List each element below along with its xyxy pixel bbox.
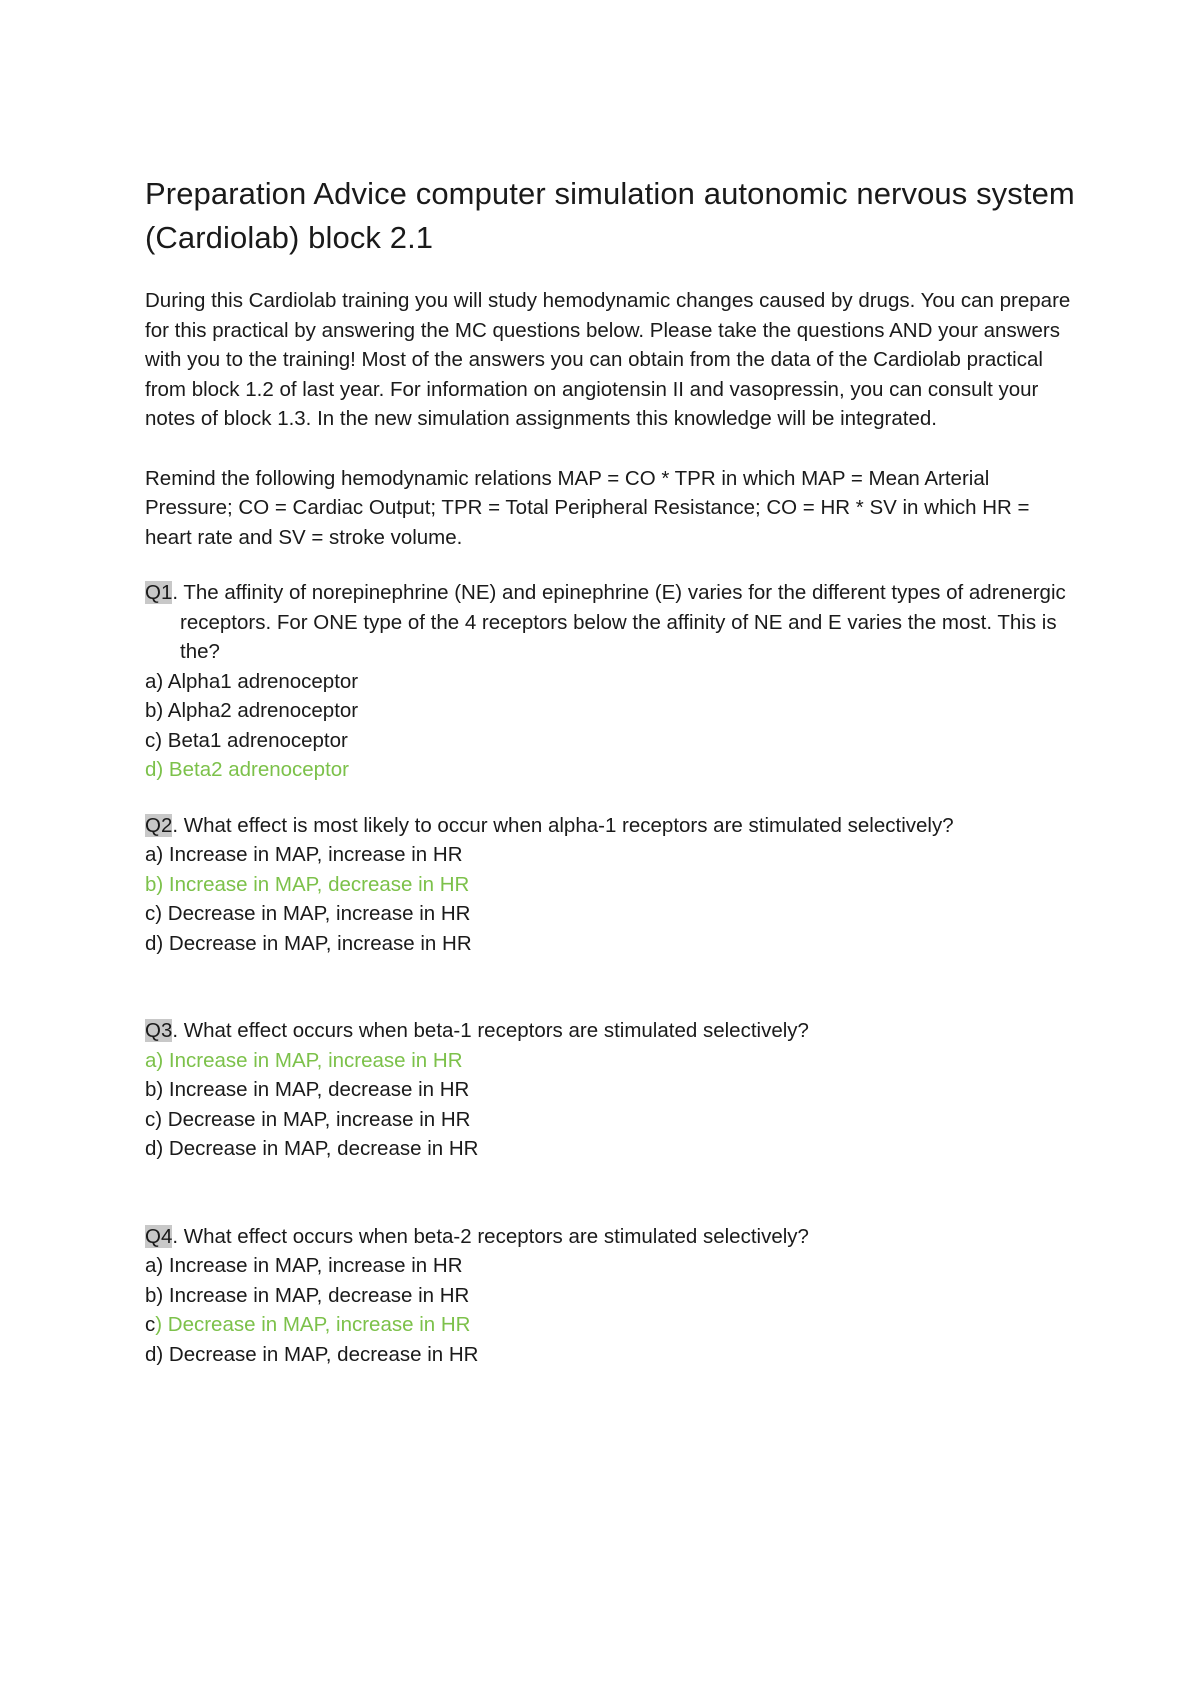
correct-answer-option: b) Increase in MAP, decrease in HR bbox=[145, 872, 470, 896]
correct-answer-option bbox=[145, 1310, 1075, 1340]
question-stem: . The affinity of norepinephrine (NE) and epinephrine (E) varies for the different types of adrenergic receptors. For ONE type of the 4 receptors below the affinity of NE and E varies the most. This is the? bbox=[172, 581, 1066, 663]
answer-option: d) Decrease in MAP, decrease in HR bbox=[145, 1137, 479, 1160]
answer-option: b) Increase in MAP, decrease in HR bbox=[145, 1283, 470, 1307]
question-text bbox=[145, 578, 1075, 667]
question-text bbox=[145, 1222, 1075, 1252]
answer-option: d) Decrease in MAP, decrease in HR bbox=[145, 1342, 479, 1366]
question-stem: . What effect occurs when beta-1 receptors are stimulated selectively? bbox=[172, 1019, 809, 1042]
answer-option: d) Decrease in MAP, increase in HR bbox=[145, 931, 472, 955]
answer-option: a) Increase in MAP, increase in HR bbox=[145, 843, 463, 866]
intro-paragraph: During this Cardiolab training you will study hemodynamic changes caused by drugs. You can prepare for this practical by answering the MC questions below. Please take the questions AND your answers with you to the training! Most of the answers you can obtain from the data of the Cardiolab practical from block 1.2 of last year. For information on angiotensin II and vasopressin, you can consult your notes of block 1.3. In the new simulation assignments this knowledge will be integrated. bbox=[145, 289, 1071, 430]
question-block-q1 bbox=[145, 578, 1075, 785]
spacer bbox=[145, 958, 1075, 1016]
question-text bbox=[145, 811, 1075, 841]
answer-option: c) Beta1 adrenoceptor bbox=[145, 728, 348, 752]
question-stem: . What effect is most likely to occur when alpha-1 receptors are stimulated selectively? bbox=[172, 813, 954, 837]
question-block-q2 bbox=[145, 811, 1075, 959]
question-number: Q2 bbox=[145, 813, 173, 837]
option-letter: c bbox=[145, 1313, 156, 1336]
question-stem: . What effect occurs when beta-2 receptors are stimulated selectively? bbox=[172, 1224, 809, 1248]
question-block-q4 bbox=[145, 1222, 1075, 1370]
answer-option: a) Increase in MAP, increase in HR bbox=[145, 1254, 463, 1277]
relations-paragraph: Remind the following hemodynamic relations MAP = CO * TPR in which MAP = Mean Arterial Pressure; CO = Cardiac Output; TPR = Total Peripheral Resistance; CO = HR * SV in which HR = heart rate and SV = stroke volume. bbox=[145, 466, 1030, 549]
answer-option: a) Alpha1 adrenoceptor bbox=[145, 669, 359, 693]
question-number: Q3 bbox=[145, 1019, 173, 1042]
question-number: Q4 bbox=[145, 1224, 173, 1248]
answer-option: b) Alpha2 adrenoceptor bbox=[145, 699, 359, 722]
answer-option: c) Decrease in MAP, increase in HR bbox=[145, 1107, 471, 1131]
document-page bbox=[145, 172, 1075, 1369]
spacer bbox=[145, 552, 1075, 578]
correct-answer-text: ) Decrease in MAP, increase in HR bbox=[155, 1313, 471, 1336]
question-block-q3 bbox=[145, 1016, 1075, 1164]
spacer bbox=[145, 434, 1075, 464]
question-number: Q1 bbox=[145, 581, 173, 604]
spacer bbox=[145, 1164, 1075, 1222]
question-text bbox=[145, 1016, 1075, 1046]
page-title: Preparation Advice computer simulation autonomic nervous system (Cardiolab) block 2.1 bbox=[145, 176, 1075, 255]
answer-option: c) Decrease in MAP, increase in HR bbox=[145, 902, 471, 925]
correct-answer-option: d) Beta2 adrenoceptor bbox=[145, 758, 349, 781]
spacer bbox=[145, 785, 1075, 811]
correct-answer-option: a) Increase in MAP, increase in HR bbox=[145, 1048, 463, 1072]
answer-option: b) Increase in MAP, decrease in HR bbox=[145, 1078, 470, 1101]
